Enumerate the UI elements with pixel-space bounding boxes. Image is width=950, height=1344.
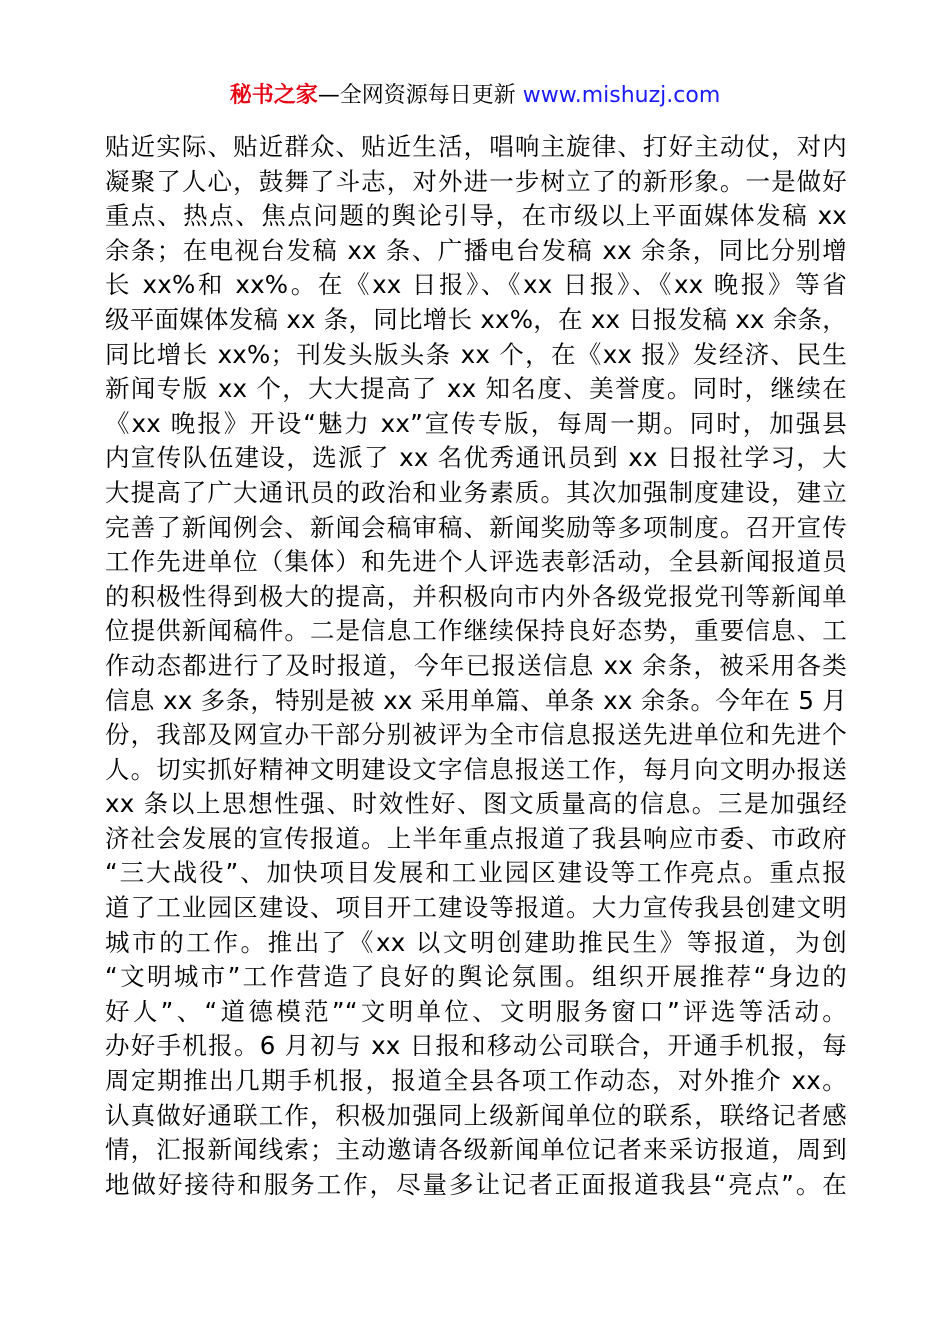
header-tagline: —全网资源每日更新 — [317, 83, 523, 108]
text-line: 内宣传队伍建设，选派了 xx 名优秀通讯员到 xx 日报社学习，大 — [105, 443, 847, 473]
site-url[interactable]: www.mishuzj.com — [522, 83, 721, 108]
text-line: 完善了新闻例会、新闻会稿审稿、新闻奖励等多项制度。召开宣传 — [105, 512, 847, 542]
text-line: 新闻专版 xx 个，大大提高了 xx 知名度、美誉度。同时，继续在 — [105, 374, 847, 404]
text-line: 城市的工作。推出了《xx 以文明创建助推民生》等报道，为创 — [105, 927, 847, 957]
text-line: 济社会发展的宣传报道。上半年重点报道了我县响应市委、市政府 — [105, 823, 847, 853]
text-line: 作动态都进行了及时报道，今年已报送信息 xx 余条，被采用各类 — [105, 650, 847, 680]
text-line: 认真做好通联工作，积极加强同上级新闻单位的联系，联络记者感 — [105, 1100, 847, 1130]
text-line: “三大战役”、加快项目发展和工业园区建设等工作亮点。重点报 — [105, 858, 847, 888]
text-line: 长 xx%和 xx%。在《xx 日报》、《xx 日报》、《xx 晚报》等省 — [105, 270, 847, 300]
text-line: 周定期推出几期手机报，报道全县各项工作动态，对外推介 xx。 — [105, 1066, 847, 1096]
text-line: 地做好接待和服务工作，尽量多让记者正面报道我县“亮点”。在 — [105, 1169, 847, 1199]
text-line: 好人”、“道德模范”“文明单位、文明服务窗口”评选等活动。 — [105, 996, 847, 1026]
text-line: xx 条以上思想性强、时效性好、图文质量高的信息。三是加强经 — [105, 789, 847, 819]
text-line: 情，汇报新闻线索；主动邀请各级新闻单位记者来采访报道，周到 — [105, 1135, 847, 1165]
text-line: 级平面媒体发稿 xx 条，同比增长 xx%，在 xx 日报发稿 xx 余条， — [105, 304, 847, 334]
text-line: 同比增长 xx%；刊发头版头条 xx 个，在《xx 报》发经济、民生 — [105, 339, 847, 369]
text-line: 的积极性得到极大的提高，并积极向市内外各级党报党刊等新闻单 — [105, 581, 847, 611]
text-line: 凝聚了人心，鼓舞了斗志，对外进一步树立了的新形象。一是做好 — [105, 166, 847, 196]
brand-name: 秘书之家 — [229, 83, 318, 108]
text-line: 道了工业园区建设、项目开工建设等报道。大力宣传我县创建文明 — [105, 893, 847, 923]
text-line: 大提高了广大通讯员的政治和业务素质。其次加强制度建设，建立 — [105, 477, 847, 507]
text-line: “文明城市”工作营造了良好的舆论氛围。组织开展推荐“身边的 — [105, 962, 847, 992]
text-line: 位提供新闻稿件。二是信息工作继续保持良好态势，重要信息、工 — [105, 616, 847, 646]
text-line: 办好手机报。6 月初与 xx 日报和移动公司联合，开通手机报，每 — [105, 1031, 847, 1061]
page-header — [0, 80, 950, 112]
text-line: 重点、热点、焦点问题的舆论引导，在市级以上平面媒体发稿 xx — [105, 201, 847, 231]
text-line: 工作先进单位（集体）和先进个人评选表彰活动，全县新闻报道员 — [105, 547, 847, 577]
text-line: 份，我部及网宣办干部分别被评为全市信息报送先进单位和先进个 — [105, 720, 847, 750]
text-line: 《xx 晚报》开设“魅力 xx”宣传专版，每周一期。同时，加强县 — [105, 408, 847, 438]
text-line: 余条；在电视台发稿 xx 条、广播电台发稿 xx 余条，同比分别增 — [105, 235, 847, 265]
text-line: 贴近实际、贴近群众、贴近生活，唱响主旋律、打好主动仗，对内 — [105, 132, 847, 161]
text-line: 信息 xx 多条，特别是被 xx 采用单篇、单条 xx 余条。今年在 5 月 — [105, 685, 847, 715]
text-line: 人。切实抓好精神文明建设文字信息报送工作，每月向文明办报送 — [105, 754, 847, 784]
document-body — [105, 130, 847, 1202]
